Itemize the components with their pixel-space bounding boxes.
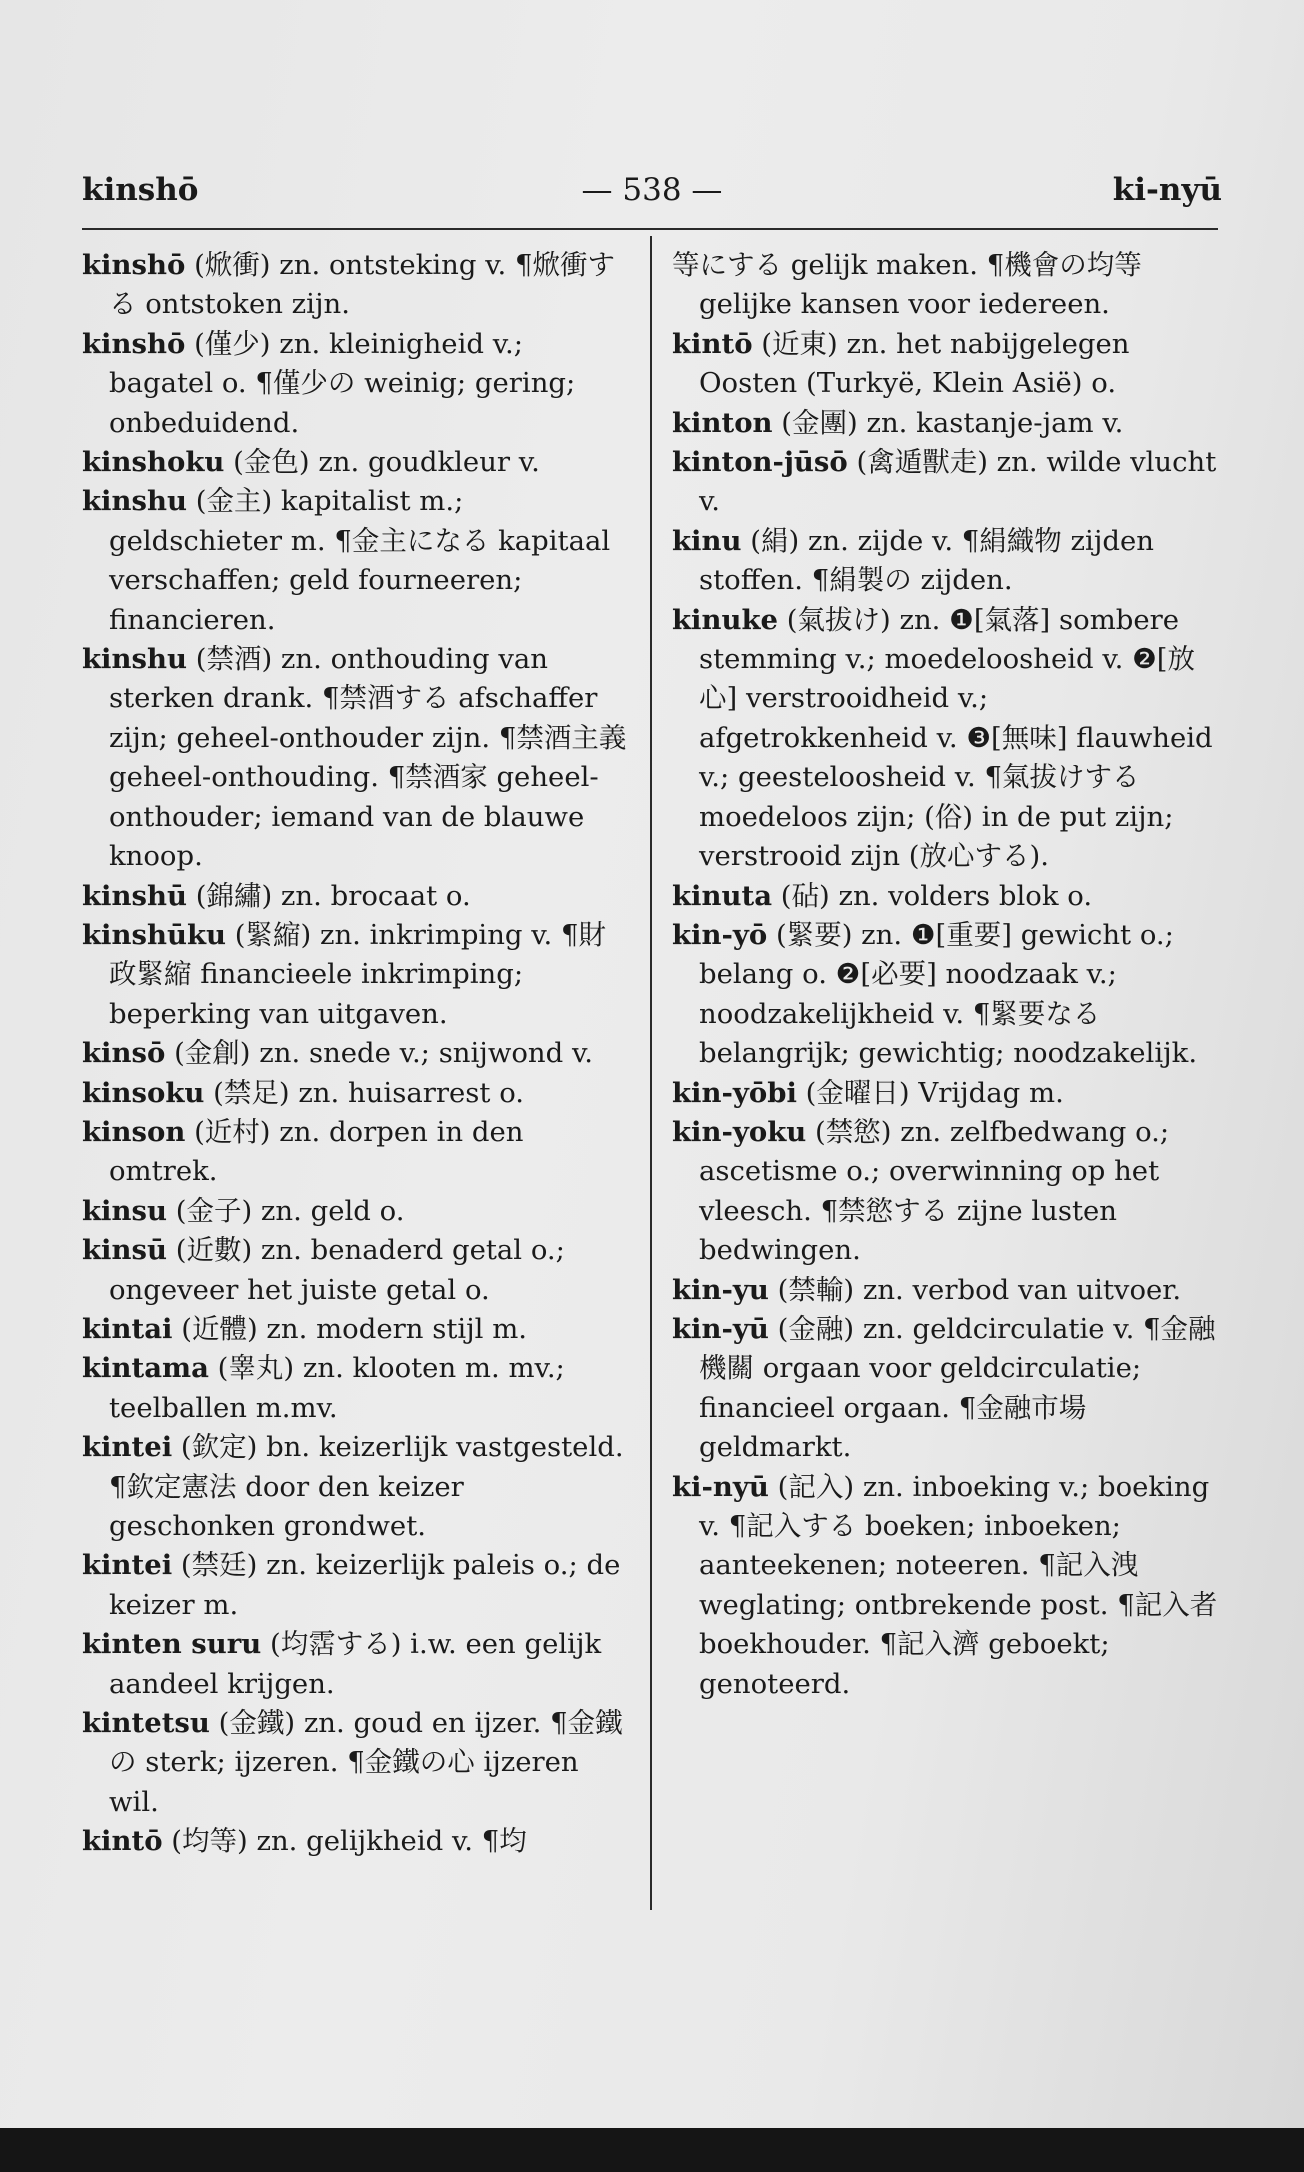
dictionary-entry-continued — [672, 246, 1218, 325]
dictionary-entry — [672, 877, 1218, 916]
entry-body: 等にする gelijk maken. ¶機會の均等 gelijke kansen voor iedereen. — [672, 249, 1142, 321]
entry-body: (欽定) bn. keizerlijk vastgesteld. ¶欽定憲法 door den keizer geschonken grondwet. — [109, 1431, 624, 1542]
headword: kin-yoku — [672, 1115, 807, 1148]
dictionary-entry — [672, 1074, 1218, 1113]
headword: kinsu — [82, 1194, 167, 1227]
dictionary-entry — [82, 1349, 630, 1428]
dictionary-entry — [82, 1074, 630, 1113]
scan-bottom-edge — [0, 2128, 1304, 2172]
headword: kinsō — [82, 1037, 166, 1070]
dictionary-entry — [82, 325, 630, 443]
dictionary-entry — [672, 325, 1218, 404]
entry-body: (金融) zn. geldcirculatie v. ¶金融機關 orgaan voor geldcirculatie; financieel orgaan. ¶金融市場 geldmarkt. — [699, 1312, 1216, 1464]
entry-body: (金子) zn. geld o. — [166, 1194, 405, 1227]
dictionary-entry — [82, 877, 630, 916]
headword: kintō — [82, 1825, 163, 1858]
entry-body: (緊要) zn. ❶[重要] gewicht o.; belang o. ❷[必要] noodzaak v.; noodzakelijkheid v. ¶緊要なる belangrijk; gewichtig; noodzakelijk. — [699, 918, 1198, 1070]
headword: kinshoku — [82, 446, 225, 479]
left-column — [82, 246, 630, 1862]
dictionary-entry — [82, 1428, 630, 1546]
entry-body: (禽遁獸走) zn. wilde vlucht v. — [699, 446, 1217, 518]
entry-body: (均霑する) i.w. een gelijk aandeel krijgen. — [109, 1628, 602, 1700]
entry-body: (金色) zn. goudkleur v. — [224, 446, 540, 479]
headword: kintetsu — [82, 1707, 210, 1740]
headword: kintei — [82, 1431, 173, 1464]
header-right-guideword: ki-nyū — [1112, 172, 1222, 208]
dictionary-entry — [82, 1034, 630, 1073]
entry-body: (砧) zn. volders blok o. — [772, 879, 1093, 912]
headword: kintō — [672, 327, 753, 360]
dictionary-entry — [672, 1113, 1218, 1271]
headword: kinton — [672, 406, 773, 439]
dictionary-entry — [672, 522, 1218, 601]
entry-body: (絹) zn. zijde v. ¶絹織物 zijden stoffen. ¶絹製の zijden. — [699, 524, 1154, 597]
dictionary-entry — [82, 916, 630, 1034]
headword: kin-yō — [672, 918, 768, 951]
headword: kinson — [82, 1115, 186, 1148]
right-column — [672, 246, 1218, 1704]
entry-body: (禁酒) zn. onthouding van sterken drank. ¶禁酒する afschaffer zijn; geheel-onthouder zijn. ¶禁酒主義 geheel-onthouding. ¶禁酒家 geheel-onthouder; iemand van de blauwe knoop. — [109, 643, 627, 873]
headword: kintei — [82, 1549, 173, 1582]
dictionary-entry — [82, 1231, 630, 1310]
page-header — [82, 172, 1222, 216]
headword: kinshu — [82, 485, 187, 518]
headword: kintai — [82, 1312, 173, 1345]
entry-body: (金主) kapitalist m.; geldschieter m. ¶金主になる kapitaal verschaffen; geld fourneeren; financieren. — [109, 485, 611, 636]
headword: kinsū — [82, 1234, 167, 1267]
entry-body: (氣拔け) zn. ❶[氣落] sombere stemming v.; moedeloosheid v. ❷[放心] verstrooidheid v.; afgetrokkenheid v. ❸[無味] flauwheid v.; geesteloosheid v. ¶氣拔けする moedeloos zijn; (俗) in de put zijn; verstrooid zijn (放心する). — [699, 603, 1213, 873]
entry-body: (禁廷) zn. keizerlijk paleis o.; de keizer m. — [109, 1549, 621, 1621]
entry-body: (近東) zn. het nabijgelegen Oosten (Turkyë, Klein Asië) o. — [699, 327, 1130, 400]
entry-body: (金曜日) Vrijdag m. — [796, 1076, 1064, 1109]
headword: kin-yū — [672, 1312, 769, 1345]
headword: kinuke — [672, 603, 779, 636]
header-rule — [82, 228, 1218, 230]
entry-body: (緊縮) zn. inkrimping v. ¶財政緊縮 financieele inkrimping; beperking van uitgaven. — [109, 918, 607, 1030]
dictionary-entry — [82, 1546, 630, 1625]
headword: kin-yu — [672, 1273, 769, 1306]
dictionary-entry — [82, 640, 630, 876]
entry-body: (禁慾) zn. zelfbedwang o.; ascetisme o.; overwinning op het vleesch. ¶禁慾する zijne lusten bedwingen. — [699, 1115, 1170, 1267]
dictionary-entry — [672, 1310, 1218, 1468]
entry-body: (近數) zn. benaderd getal o.; ongeveer het juiste getal o. — [109, 1234, 565, 1306]
entry-body: (均等) zn. gelijkheid v. ¶均 — [162, 1825, 527, 1858]
dictionary-entry — [82, 1822, 630, 1861]
entry-body: (錦繡) zn. brocaat o. — [186, 879, 471, 912]
headword: ki-nyū — [672, 1470, 769, 1503]
dictionary-entry — [672, 443, 1218, 522]
headword: kinshō — [82, 327, 186, 360]
entry-body: (金鐵) zn. goud en ijzer. ¶金鐵の sterk; ijzeren. ¶金鐵の心 ijzeren wil. — [109, 1707, 623, 1818]
page-number: — 538 — — [581, 172, 723, 208]
headword: kin-yōbi — [672, 1076, 797, 1109]
entry-body: (焮衝) zn. ontsteking v. ¶焮衝する ontstoken zijn. — [109, 249, 615, 321]
dictionary-entry — [82, 443, 630, 482]
dictionary-entry — [672, 1468, 1218, 1704]
headword: kinshu — [82, 643, 187, 676]
headword: kinshū — [82, 879, 187, 912]
headword: kinshō — [82, 249, 186, 281]
dictionary-entry — [82, 1310, 630, 1349]
dictionary-entry — [672, 404, 1218, 443]
dictionary-entry — [82, 1625, 630, 1704]
dictionary-entry — [672, 916, 1218, 1074]
headword: kintama — [82, 1352, 209, 1385]
dictionary-entry — [82, 482, 630, 640]
entry-body: (記入) zn. inboeking v.; boeking v. ¶記入する boeken; inboeken; aanteekenen; noteeren. ¶記入洩 weglating; ontbrekende post. ¶記入者 boekhouder. ¶記入濟 geboekt; genoteerd. — [699, 1470, 1218, 1700]
entry-body: (近體) zn. modern stijl m. — [172, 1312, 528, 1345]
entry-body: (金團) zn. kastanje-jam v. — [772, 406, 1124, 439]
entry-body: (禁足) zn. huisarrest o. — [204, 1076, 525, 1109]
headword: kinshūku — [82, 918, 227, 951]
headword: kinu — [672, 524, 742, 557]
dictionary-entry — [672, 601, 1218, 877]
headword: kinuta — [672, 879, 773, 912]
dictionary-entry — [82, 1113, 630, 1192]
headword: kinton-jūsō — [672, 446, 848, 479]
dictionary-entry — [82, 246, 630, 325]
entry-body: (金創) zn. snede v.; snijwond v. — [165, 1037, 594, 1070]
dictionary-entry — [672, 1271, 1218, 1310]
entry-body: (睾丸) zn. klooten m. mv.; teelballen m.mv. — [109, 1352, 565, 1424]
dictionary-entry — [82, 1192, 630, 1231]
column-divider — [650, 236, 652, 1910]
headword: kinsoku — [82, 1076, 205, 1109]
entry-body: (近村) zn. dorpen in den omtrek. — [109, 1115, 524, 1188]
entry-body: (禁輸) zn. verbod van uitvoer. — [768, 1273, 1182, 1306]
dictionary-entry — [82, 1704, 630, 1822]
header-left-guideword: kinshō — [82, 172, 199, 208]
headword: kinten suru — [82, 1628, 262, 1661]
entry-body: (僅少) zn. kleinigheid v.; bagatel o. ¶僅少の weinig; gering; onbeduidend. — [109, 327, 576, 439]
